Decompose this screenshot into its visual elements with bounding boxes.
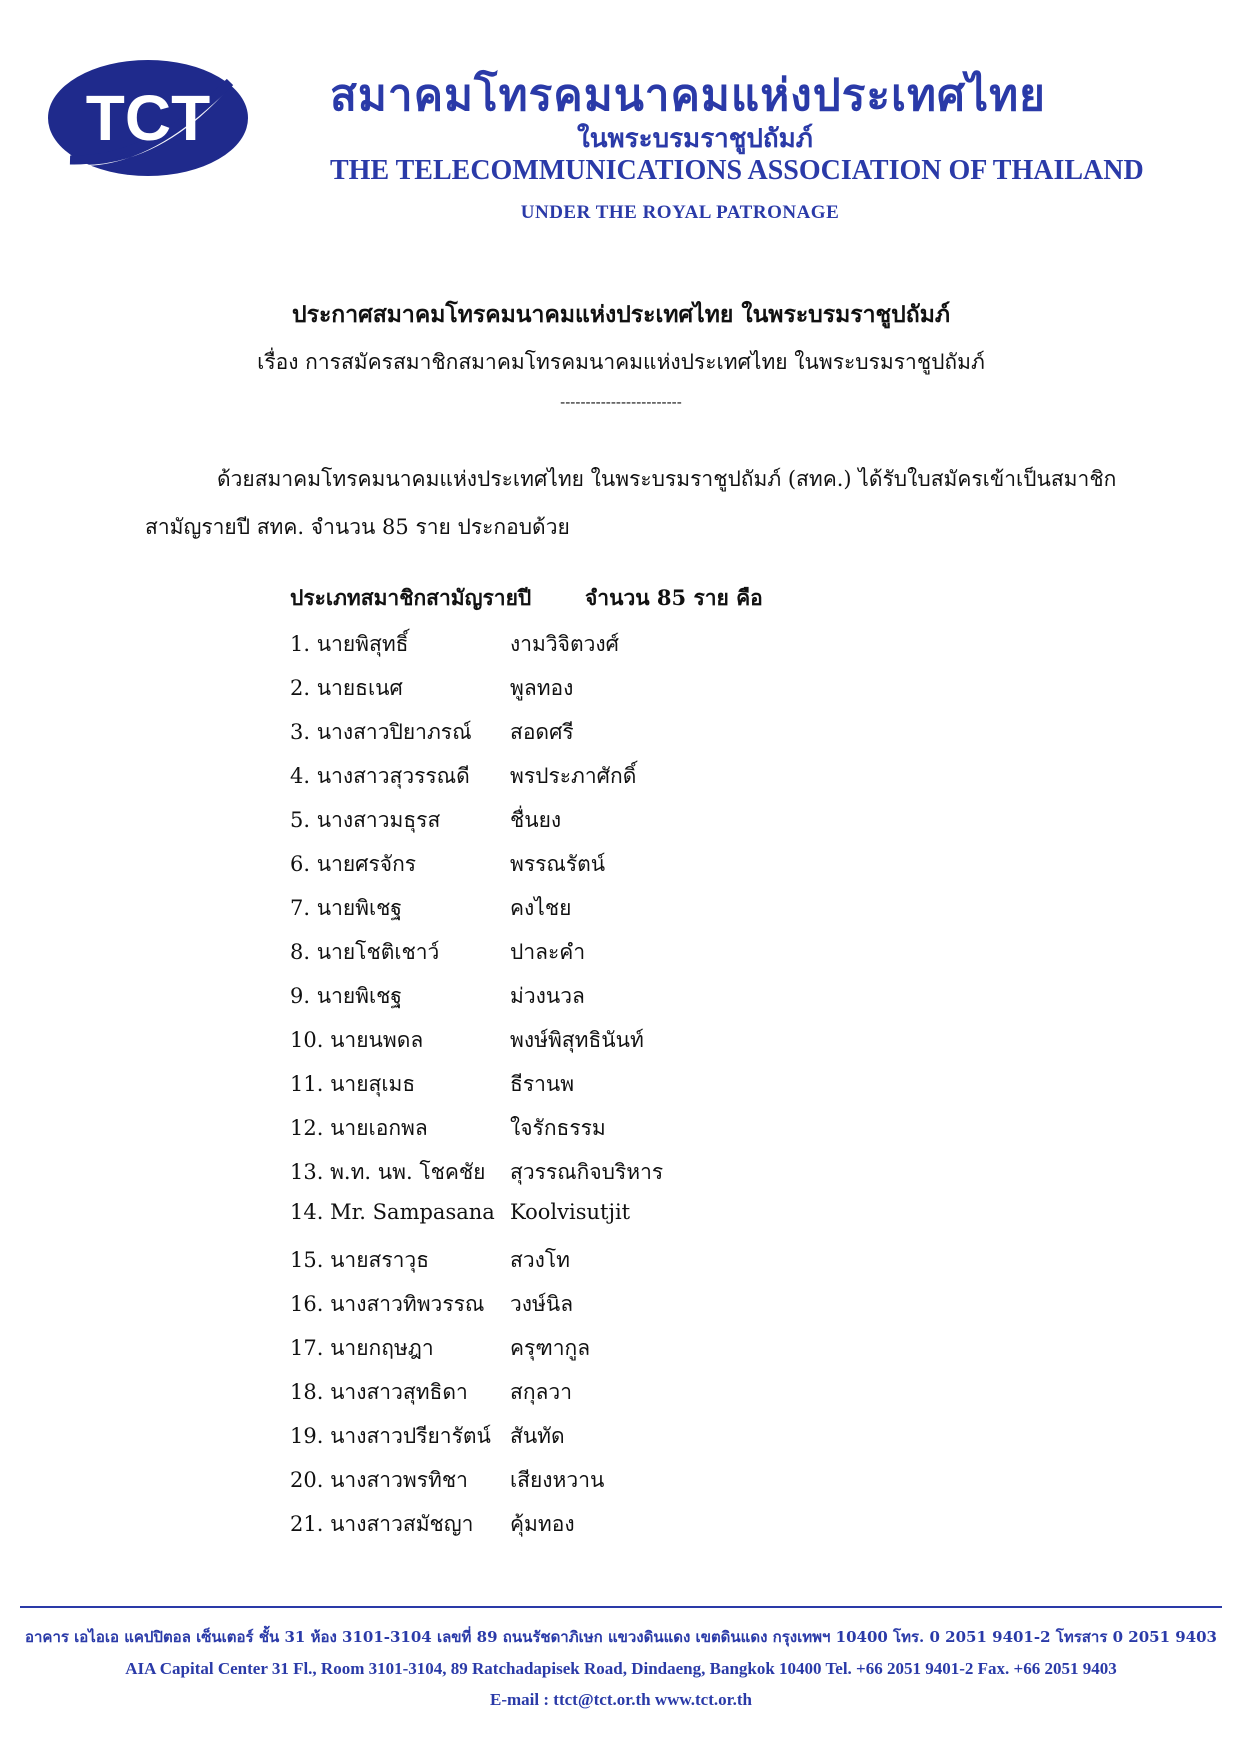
member-name: 13. พ.ท. นพ. โชคชัย bbox=[290, 1160, 486, 1184]
member-name: 10. นายนพดล bbox=[290, 1028, 424, 1052]
list-item bbox=[290, 710, 890, 754]
member-name: 3. นางสาวปิยาภรณ์ bbox=[290, 720, 472, 744]
list-item bbox=[290, 1018, 890, 1062]
list-item bbox=[290, 1238, 890, 1282]
member-surname: พูลทอง bbox=[510, 676, 574, 700]
list-item bbox=[290, 886, 890, 930]
member-surname: คงไชย bbox=[510, 896, 572, 920]
announcement-title: ประกาศสมาคมโทรคมนาคมแห่งประเทศไทย ในพระบรมราชูปถัมภ์ bbox=[291, 301, 951, 328]
member-name: 1. นายพิสุทธิ์ bbox=[290, 632, 409, 656]
list-item bbox=[290, 1062, 890, 1106]
divider: ------------------------ bbox=[560, 393, 682, 411]
member-name: 4. นางสาวสุวรรณดี bbox=[290, 764, 470, 788]
announcement-subject: เรื่อง การสมัครสมาชิกสมาคมโทรคมนาคมแห่งประเทศไทย ในพระบรมราชูปถัมภ์ bbox=[257, 350, 985, 374]
list-item bbox=[290, 930, 890, 974]
list-item bbox=[290, 666, 890, 710]
list-item bbox=[290, 1106, 890, 1150]
list-item bbox=[290, 842, 890, 886]
footer-contact: E-mail : ttct@tct.or.th www.tct.or.th bbox=[490, 1690, 752, 1709]
member-surname: ธีรานพ bbox=[510, 1072, 575, 1096]
member-name: 19. นางสาวปรียารัตน์ bbox=[290, 1424, 491, 1448]
member-surname: วงษ์นิล bbox=[510, 1292, 574, 1316]
org-name-en: THE TELECOMMUNICATIONS ASSOCIATION OF THAILAND bbox=[330, 155, 1144, 186]
member-surname: สอดศรี bbox=[510, 720, 574, 744]
member-name: 7. นายพิเชฐ bbox=[290, 896, 403, 920]
footer-divider bbox=[20, 1606, 1222, 1608]
member-list-heading: ประเภทสมาชิกสามัญรายปี bbox=[290, 585, 532, 610]
list-item bbox=[290, 622, 890, 666]
list-item bbox=[290, 1194, 890, 1238]
footer-address-th: อาคาร เอไอเอ แคปปิตอล เซ็นเตอร์ ชั้น 31 ห้อง 3101-3104 เลขที่ 89 ถนนรัชดาภิเษก แขวงดินแดง เขตดินแดง กรุงเทพฯ 10400 โทร. 0 2051 9401-2 โทรสาร 0 2051 9403 bbox=[24, 1628, 1217, 1646]
list-item bbox=[290, 1282, 890, 1326]
member-name: 6. นายศรจักร bbox=[290, 852, 417, 876]
member-surname: ใจรักธรรม bbox=[510, 1116, 606, 1140]
member-name: 12. นายเอกพล bbox=[290, 1116, 428, 1140]
org-patronage-en: UNDER THE ROYAL PATRONAGE bbox=[520, 202, 840, 223]
list-item bbox=[290, 754, 890, 798]
member-surname: ม่วงนวล bbox=[510, 984, 585, 1008]
list-item bbox=[290, 798, 890, 842]
member-name: 16. นางสาวทิพวรรณ bbox=[290, 1292, 485, 1316]
member-surname: สันทัด bbox=[510, 1424, 565, 1448]
member-name: 2. นายธเนศ bbox=[290, 676, 403, 700]
list-item bbox=[290, 1502, 890, 1546]
intro-line-1: ด้วยสมาคมโทรคมนาคมแห่งประเทศไทย ในพระบรมราชูปถัมภ์ (สทค.) ได้รับใบสมัครเข้าเป็นสมาชิก bbox=[217, 467, 1117, 491]
member-surname: พงษ์พิสุทธินันท์ bbox=[510, 1028, 644, 1052]
member-name: 15. นายสราวุธ bbox=[290, 1248, 430, 1272]
member-name: 17. นายกฤษฎา bbox=[290, 1336, 434, 1360]
member-surname: เสียงหวาน bbox=[510, 1468, 605, 1492]
member-surname: สกุลวา bbox=[510, 1380, 572, 1404]
member-surname: Koolvisutjit bbox=[510, 1200, 631, 1224]
member-surname: ครุฑากูล bbox=[510, 1336, 591, 1360]
list-item bbox=[290, 1370, 890, 1414]
member-name: 8. นายโชติเชาว์ bbox=[290, 940, 440, 964]
member-name: 11. นายสุเมธ bbox=[290, 1072, 416, 1096]
list-item bbox=[290, 1458, 890, 1502]
member-name: 14. Mr. Sampasana bbox=[290, 1200, 495, 1224]
list-item bbox=[290, 1150, 890, 1194]
footer-address-en: AIA Capital Center 31 Fl., Room 3101-3104, 89 Ratchadapisek Road, Dindaeng, Bangkok 10400 Tel. +66 2051 9401-2 Fax. +66 2051 9403 bbox=[125, 1659, 1117, 1678]
member-list-count: จำนวน 85 ราย คือ bbox=[585, 585, 763, 610]
member-name: 21. นางสาวสมัชญา bbox=[290, 1512, 474, 1536]
member-surname: สวงโท bbox=[510, 1248, 570, 1272]
member-surname: สุวรรณกิจบริหาร bbox=[510, 1160, 664, 1184]
member-name: 9. นายพิเชฐ bbox=[290, 984, 403, 1008]
list-item bbox=[290, 1326, 890, 1370]
member-list bbox=[290, 622, 890, 1546]
member-surname: พรรณรัตน์ bbox=[510, 852, 606, 876]
member-name: 18. นางสาวสุทธิดา bbox=[290, 1380, 468, 1404]
intro-line-2: สามัญรายปี สทค. จำนวน 85 ราย ประกอบด้วย bbox=[145, 515, 570, 539]
tct-logo bbox=[40, 32, 265, 187]
member-surname: ปาละคำ bbox=[510, 940, 586, 964]
list-item bbox=[290, 974, 890, 1018]
org-patronage-th: ในพระบรมราชูปถัมภ์ bbox=[577, 124, 813, 154]
member-name: 5. นางสาวมธุรส bbox=[290, 808, 441, 832]
member-surname: ชื่นยง bbox=[510, 808, 562, 832]
member-surname: งามวิจิตวงศ์ bbox=[510, 632, 619, 656]
member-surname: คุ้มทอง bbox=[510, 1512, 575, 1536]
org-name-th: สมาคมโทรคมนาคมแห่งประเทศไทย bbox=[330, 70, 1046, 121]
member-surname: พรประภาศักดิ์ bbox=[510, 764, 637, 788]
member-name: 20. นางสาวพรทิชา bbox=[290, 1468, 468, 1492]
logo-text: TCT bbox=[85, 82, 211, 154]
list-item bbox=[290, 1414, 890, 1458]
